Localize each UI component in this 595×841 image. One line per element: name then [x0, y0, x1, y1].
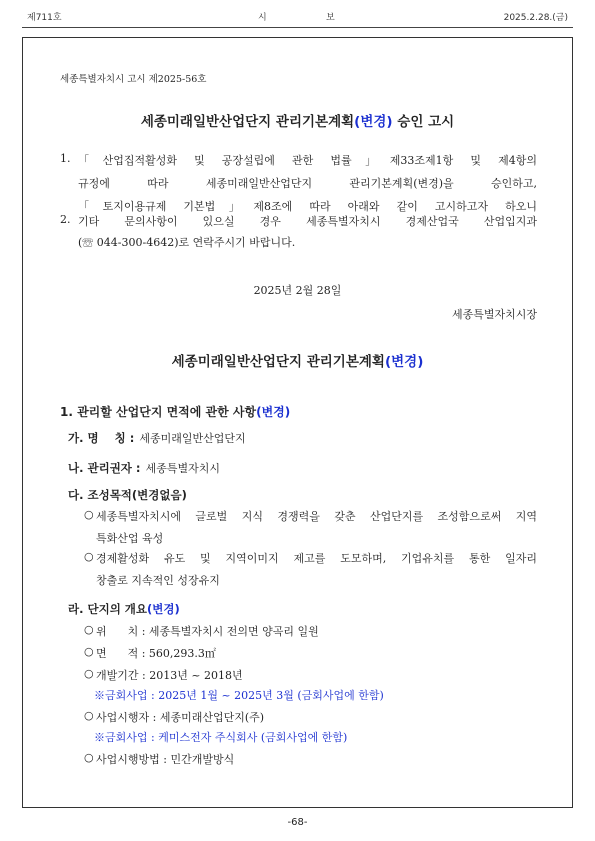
bullet-icon: ○ — [84, 645, 94, 658]
ra-method: 사업시행방법 : 민간개발방식 — [96, 753, 235, 766]
section-1-title — [60, 403, 290, 420]
bullet-icon: ○ — [84, 623, 94, 636]
item-1-line2: 규정에 따라 세종미래일반산업단지 관리기본계획(변경)을 승인하고, — [78, 177, 537, 190]
page-number: -68- — [287, 817, 308, 828]
gazette-title-char1: 시 — [258, 13, 267, 23]
item-2-number: 2. — [60, 213, 71, 226]
section-1-change: (변경) — [256, 405, 291, 419]
item-ra-label: 라. 단지의 개요 — [68, 602, 148, 616]
da-bullet-2-line1: 경제활성화 유도 및 지역이미지 제고를 도모하며, 기업유치를 통한 일자리 — [96, 552, 537, 565]
item-na-value: 세종특별자치시 — [145, 462, 221, 475]
issue-date-line: 2025년 2월 28일 — [253, 284, 342, 297]
bullet-icon: ○ — [84, 751, 94, 764]
ra-period: 개발기간 : 2013년 ~ 2018년 — [96, 669, 243, 682]
item-na-label: 나. 관리권자 : — [68, 461, 141, 475]
item-da-label: 다. 조성목적(변경없음) — [68, 488, 187, 502]
item-ga — [68, 427, 246, 446]
da-bullet-1-line2: 특화산업 육성 — [96, 532, 164, 545]
item-2-line2: (☏ 044-300-4642)로 연락주시기 바랍니다. — [78, 236, 296, 249]
ra-location: 위 치 : 세종특별자치시 전의면 양곡리 일원 — [96, 625, 319, 638]
item-ra — [68, 601, 180, 617]
item-ra-change: (변경) — [147, 602, 180, 616]
item-2-line1: 기타 문의사항이 있으실 경우 세종특별자치시 경제산업국 산업입지과 — [78, 215, 537, 228]
header-divider — [22, 27, 573, 28]
section-1-title-main: 1. 관리할 산업단지 면적에 관한 사항 — [60, 405, 257, 419]
da-bullet-1-line1: 세종특별자치시에 글로벌 지식 경쟁력을 갖춘 산업단지를 조성함으로써 지역 — [96, 510, 537, 523]
bullet-icon: ○ — [84, 550, 94, 563]
notice-title — [0, 110, 595, 130]
bullet-icon: ○ — [84, 508, 94, 521]
item-ga-label: 가. 명 칭 : — [68, 431, 135, 445]
plan-title-change: (변경) — [384, 354, 424, 370]
issue-date: 2025.2.28.(금) — [503, 13, 568, 23]
bullet-icon: ○ — [84, 709, 94, 722]
plan-title — [0, 350, 595, 370]
ra-area: 면 적 : 560,293.3㎡ — [96, 647, 216, 660]
issuer: 세종특별자치시장 — [451, 308, 537, 321]
bullet-icon: ○ — [84, 667, 94, 680]
notice-title-main: 세종미래일반산업단지 관리기본계획 — [140, 114, 355, 130]
ra-operator: 사업시행자 : 세종미래산업단지(주) — [96, 711, 265, 724]
issue-number: 제711호 — [27, 13, 62, 23]
notice-title-change: (변경) — [354, 114, 393, 130]
item-ga-value: 세종미래일반산업단지 — [139, 432, 246, 445]
notice-number: 세종특별자치시 고시 제2025-56호 — [60, 74, 207, 85]
gazette-title-char2: 보 — [326, 13, 335, 23]
item-1-number: 1. — [60, 152, 71, 165]
ra-operator-note: ※금회사업 : 케미스전자 주식회사 (금회사업에 한함) — [94, 731, 348, 744]
item-1-line3: 「토지이용규제 기본법」제8조에 따라 아래와 같이 고시하고자 하오니 — [78, 200, 537, 213]
item-na — [68, 457, 220, 476]
plan-title-main: 세종미래일반산업단지 관리기본계획 — [171, 354, 385, 370]
da-bullet-2-line2: 창출로 지속적인 성장유지 — [96, 574, 220, 587]
notice-title-suffix: 승인 고시 — [392, 114, 455, 130]
item-1-line1: 「산업집적활성화 및 공장설립에 관한 법률」제33조제1항 및 제4항의 — [78, 154, 537, 167]
ra-period-note: ※금회사업 : 2025년 1월 ~ 2025년 3월 (금회사업에 한함) — [94, 689, 384, 702]
